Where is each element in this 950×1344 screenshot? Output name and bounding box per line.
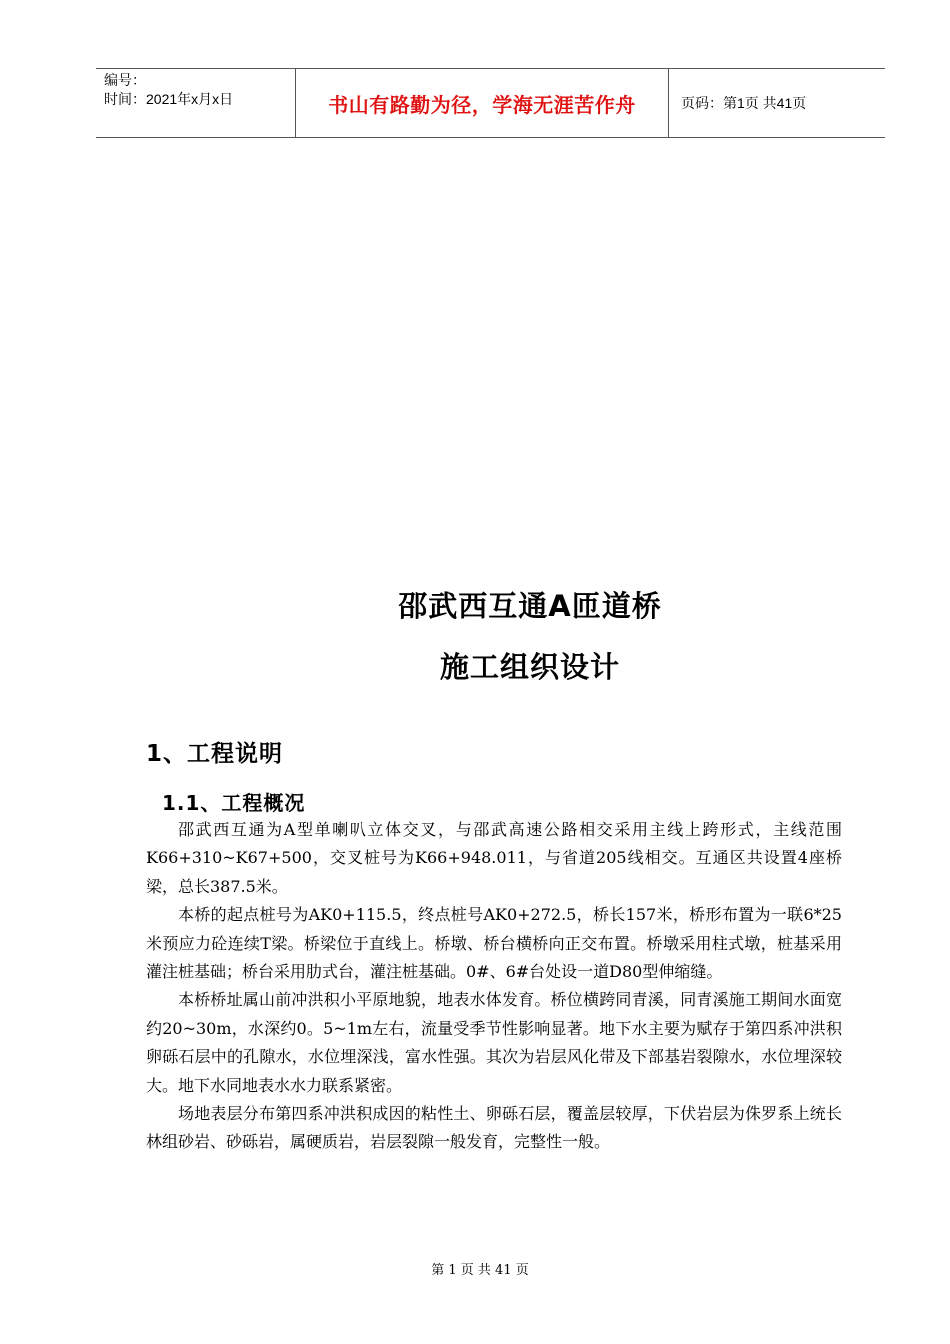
page-label: 页码：第1页 共41页 — [681, 95, 807, 111]
motto: 书山有路勤为径，学海无涯苦作舟 — [296, 69, 669, 137]
page-header — [96, 68, 885, 138]
subsection-heading: 1.1、工程概况 — [162, 791, 306, 815]
paragraph: 本桥的起点桩号为AK0+115.5，终点桩号AK0+272.5，桥长157米，桥形布置为一联6*25米预应力砼连续T梁。桥梁位于直线上。桥墩、桥台横桥向正交布置。桥墩采用柱式墩，桩基采用灌注桩基础；桥台采用肋式台，灌注桩基础。0#、6#台处设一道D80型伸缩缝。 — [146, 905, 842, 982]
body-text — [146, 816, 842, 1157]
paragraph: 本桥桥址属山前冲洪积小平原地貌，地表水体发育。桥位横跨同青溪，同青溪施工期间水面宽约20~30m，水深约0。5~1m左右，流量受季节性影响显著。地下水主要为赋存于第四系冲洪积卵砾石层中的孔隙水，水位埋深浅，富水性强。其次为岩层风化带及下部基岩裂隙水，水位埋深较大。地下水同地表水水力联系紧密。 — [146, 990, 842, 1095]
document-title: 邵武西互通A匝道桥 — [398, 589, 662, 623]
time-label: 时间：2021年x月x日 — [104, 91, 234, 107]
paragraph: 邵武西互通为A型单喇叭立体交叉，与邵武高速公路相交采用主线上跨形式，主线范围K66+310~K67+500，交叉桩号为K66+948.011，与省道205线相交。互通区共设置4座桥梁，总长387.5米。 — [146, 820, 842, 896]
page-footer: 第 1 页 共 41 页 — [431, 1263, 529, 1278]
number-label: 编号： — [104, 72, 146, 88]
header-meta — [96, 69, 296, 137]
paragraph: 场地表层分布第四系冲洪积成因的粘性土、卵砾石层，覆盖层较厚，下伏岩层为侏罗系上统长林组砂岩、砂砾岩，属硬质岩，岩层裂隙一般发育，完整性一般。 — [146, 1104, 842, 1152]
document-subtitle: 施工组织设计 — [439, 650, 620, 684]
section-heading: 1、工程说明 — [146, 741, 284, 767]
